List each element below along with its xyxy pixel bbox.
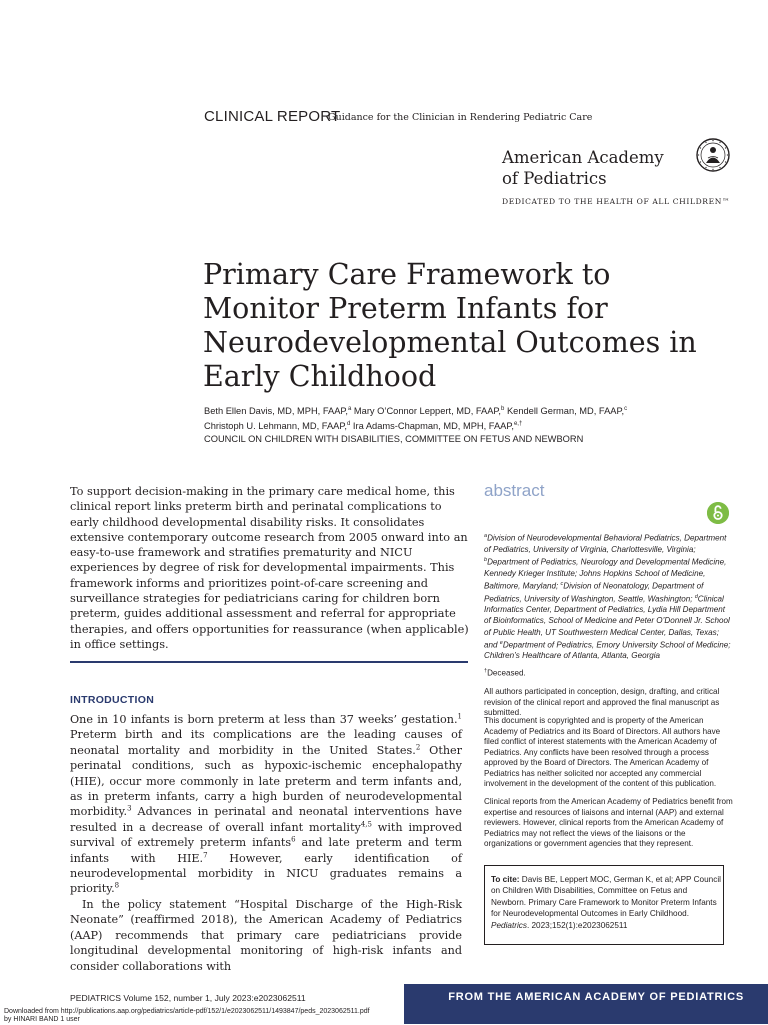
download-url[interactable]: Downloaded from http://publications.aap.org/pediatrics/article-pdf/152/1/e2023062511/1493847/peds_2023062511.pdf [4,1008,370,1015]
body-text: One in 10 infants is born preterm at less than 37 weeks’ gestation. [70,713,458,726]
council-line: COUNCIL ON CHILDREN WITH DISABILITIES, COMMITTEE ON FETUS AND NEWBORN [204,434,584,445]
affiliation-text: Department of Pediatrics, Neurology and Developmental Medicine, Kennedy Krieger Institute; Johns Hopkins School of Medicine, Baltimore, Maryland; [484,557,727,591]
author-affiliation-mark: c [624,406,628,412]
author-name: Kendell German, MD, FAAP, [506,406,625,417]
open-access-icon[interactable] [707,502,729,524]
deceased-text: Deceased. [487,668,526,678]
affiliation-mark: b [484,556,488,563]
reference-mark: 8 [114,881,120,890]
introduction-paragraph-1 [70,712,462,897]
organization-name-line1: American Academy [502,148,664,167]
clinical-report-note: Clinical reports from the American Academy of Pediatrics benefit from expertise and resources of liaisons and internal (AAP) and external reviewers. However, clinical reports from the American Academy of Pediatrics may not reflect the views of the liaisons or the organizations or government agencies that they represent. [484,797,733,848]
affiliation-mark: d [694,593,698,600]
introduction-paragraph-2: In the policy statement “Hospital Discharge of the High-Risk Neonate” (reaffirmed 2018), the American Academy of Pediatrics (AAP) recommends that primary care pediatricians provide longitudinal developmental monitoring of high-risk infants and consider collaborations with [70,897,462,973]
report-guidance-text: Guidance for the Clinician in Rendering Pediatric Care [328,112,593,123]
affiliation-text: Division of Neurodevelopmental Behavioral Pediatrics, Department of Pediatrics, University of Virginia, Charlottesville, Virginia; [484,533,727,554]
organization-name-line2: of Pediatrics [502,169,607,188]
affiliation-mark: e [499,639,503,646]
body-text: Other perinatal conditions, such as hypoxic-ischemic encephalopathy (HIE), occur more commonly in late preterm and term infants and, as in preterm infants, carry a high burden of neurodevelopmental morbidity. [70,743,463,819]
reference-mark: 3 [127,804,132,813]
author-line-1 [204,403,744,418]
affiliation-mark: a [484,533,488,539]
organization-tagline: DEDICATED TO THE HEALTH OF ALL CHILDREN™ [502,197,731,206]
author-affiliation-mark: b [501,406,505,412]
affiliation-mark: c [560,580,564,587]
affiliation-text: Department of Pediatrics, Emory University School of Medicine; Children’s Healthcare of Atlanta, Atlanta, Georgia [484,640,731,661]
aap-seal-icon [696,138,730,192]
author-affiliation-mark: d [346,421,351,428]
abstract-text: To support decision-making in the primary care medical home, this clinical report links preterm birth and perinatal complications to early childhood developmental disability risks. It consolidates extensive contemporary outcome research from 2005 onward into an easy-to-use framework and stratifies prematurity and NICU experiences by degree of risk for developmental impairments. This framework informs and prioritizes point-of-care screening and surveillance strategies for pediatricians caring for children born preterm, guides additional assessment and referral for appropriate therapies, and offers opportunities for reassurance (when applicable) in office settings. [70,485,469,651]
affiliation-text: Clinical Informatics Center, Department of Pediatrics, Lydia Hill Department of Bioinformatics, School of Medicine and Peter O’Donnell Jr. School of Public Health, UT Southwestern Medical Center, Dallas, Texas; and [484,594,730,650]
report-type-label: CLINICAL REPORT [204,108,341,125]
body-text: However, early identification of neurodevelopmental morbidity in NICU graduates remains a priority. [70,851,463,896]
journal-footer: PEDIATRICS Volume 152, number 1, July 2023:e2023062511 [70,993,306,1003]
introduction-body [70,712,462,974]
body-text: Advances in perinatal and neonatal interventions have resulted in a decrease of overall infant mortality [70,805,462,834]
reference-mark: 7 [203,850,208,859]
abstract-divider [70,661,468,663]
introduction-heading: INTRODUCTION [70,694,155,706]
body-text: and late preterm and term infants with HIE. [70,836,462,865]
reference-mark: 2 [415,743,421,752]
citation-label: To cite: [491,875,520,884]
footer-band-text: FROM THE AMERICAN ACADEMY OF PEDIATRICS [448,991,744,1003]
organization-name [502,147,664,189]
copyright-note: This document is copyrighted and is property of the American Academy of Pediatrics and its Board of Directors. All authors have filed conflict of interest statements with the American Academy of Pediatrics. Any conflicts have been resolved through a process approved by the Board of Directors. The American Academy of Pediatrics has neither solicited nor accepted any commercial involvement in the development of the content of this publication. [484,716,721,788]
download-notice [4,1008,370,1025]
contribution-note: All authors participated in conception, design, drafting, and critical revision of the clinical report and approved the final manuscript as submitted. [484,687,720,717]
author-affiliation-mark: e,† [513,421,523,428]
author-name: Christoph U. Lehmann, MD, FAAP, [204,421,347,432]
author-name: Mary O’Connor Leppert, MD, FAAP, [353,406,502,417]
author-name: Ira Adams-Chapman, MD, MPH, FAAP, [352,421,514,432]
abstract-label: abstract [484,481,545,500]
reference-mark: 1 [457,712,462,721]
reference-mark: 6 [291,835,296,844]
affiliation-text: Division of Neonatology, Department of Pediatrics, University of Washington, Seattle, Washington; [484,581,704,604]
citation-journal: Pediatrics [491,920,527,930]
citation-text: Davis BE, Leppert MOC, German K, et al; APP Council on Children With Disabilities, Committee on Fetus and Newborn. Primary Care Framework to Monitor Preterm Infants for Neurodevelopmental Outcomes in Early Childhood. [491,875,721,919]
author-line-2 [204,418,744,433]
download-user: by HINARI BAND 1 user [4,1016,80,1024]
author-affiliation-mark: a [347,406,352,412]
dagger-mark: † [484,668,488,674]
author-list [204,403,744,446]
article-title: Primary Care Framework to Monitor Preterm Infants for Neurodevelopmental Outcomes in Early Childhood [203,258,697,393]
footer-band [404,984,768,1024]
author-affiliations [484,531,732,661]
deceased-note [484,668,526,678]
citation-tail: . 2023;152(1):e2023062511 [526,920,628,930]
body-text: Preterm birth and its complications are the leading causes of neonatal mortality and morbidity in the United States. [70,728,462,757]
citation-box [484,865,724,945]
author-name: Beth Ellen Davis, MD, MPH, FAAP, [204,406,348,417]
reference-mark: 4,5 [360,820,372,829]
body-text: with improved survival of extremely preterm infants [70,820,462,850]
